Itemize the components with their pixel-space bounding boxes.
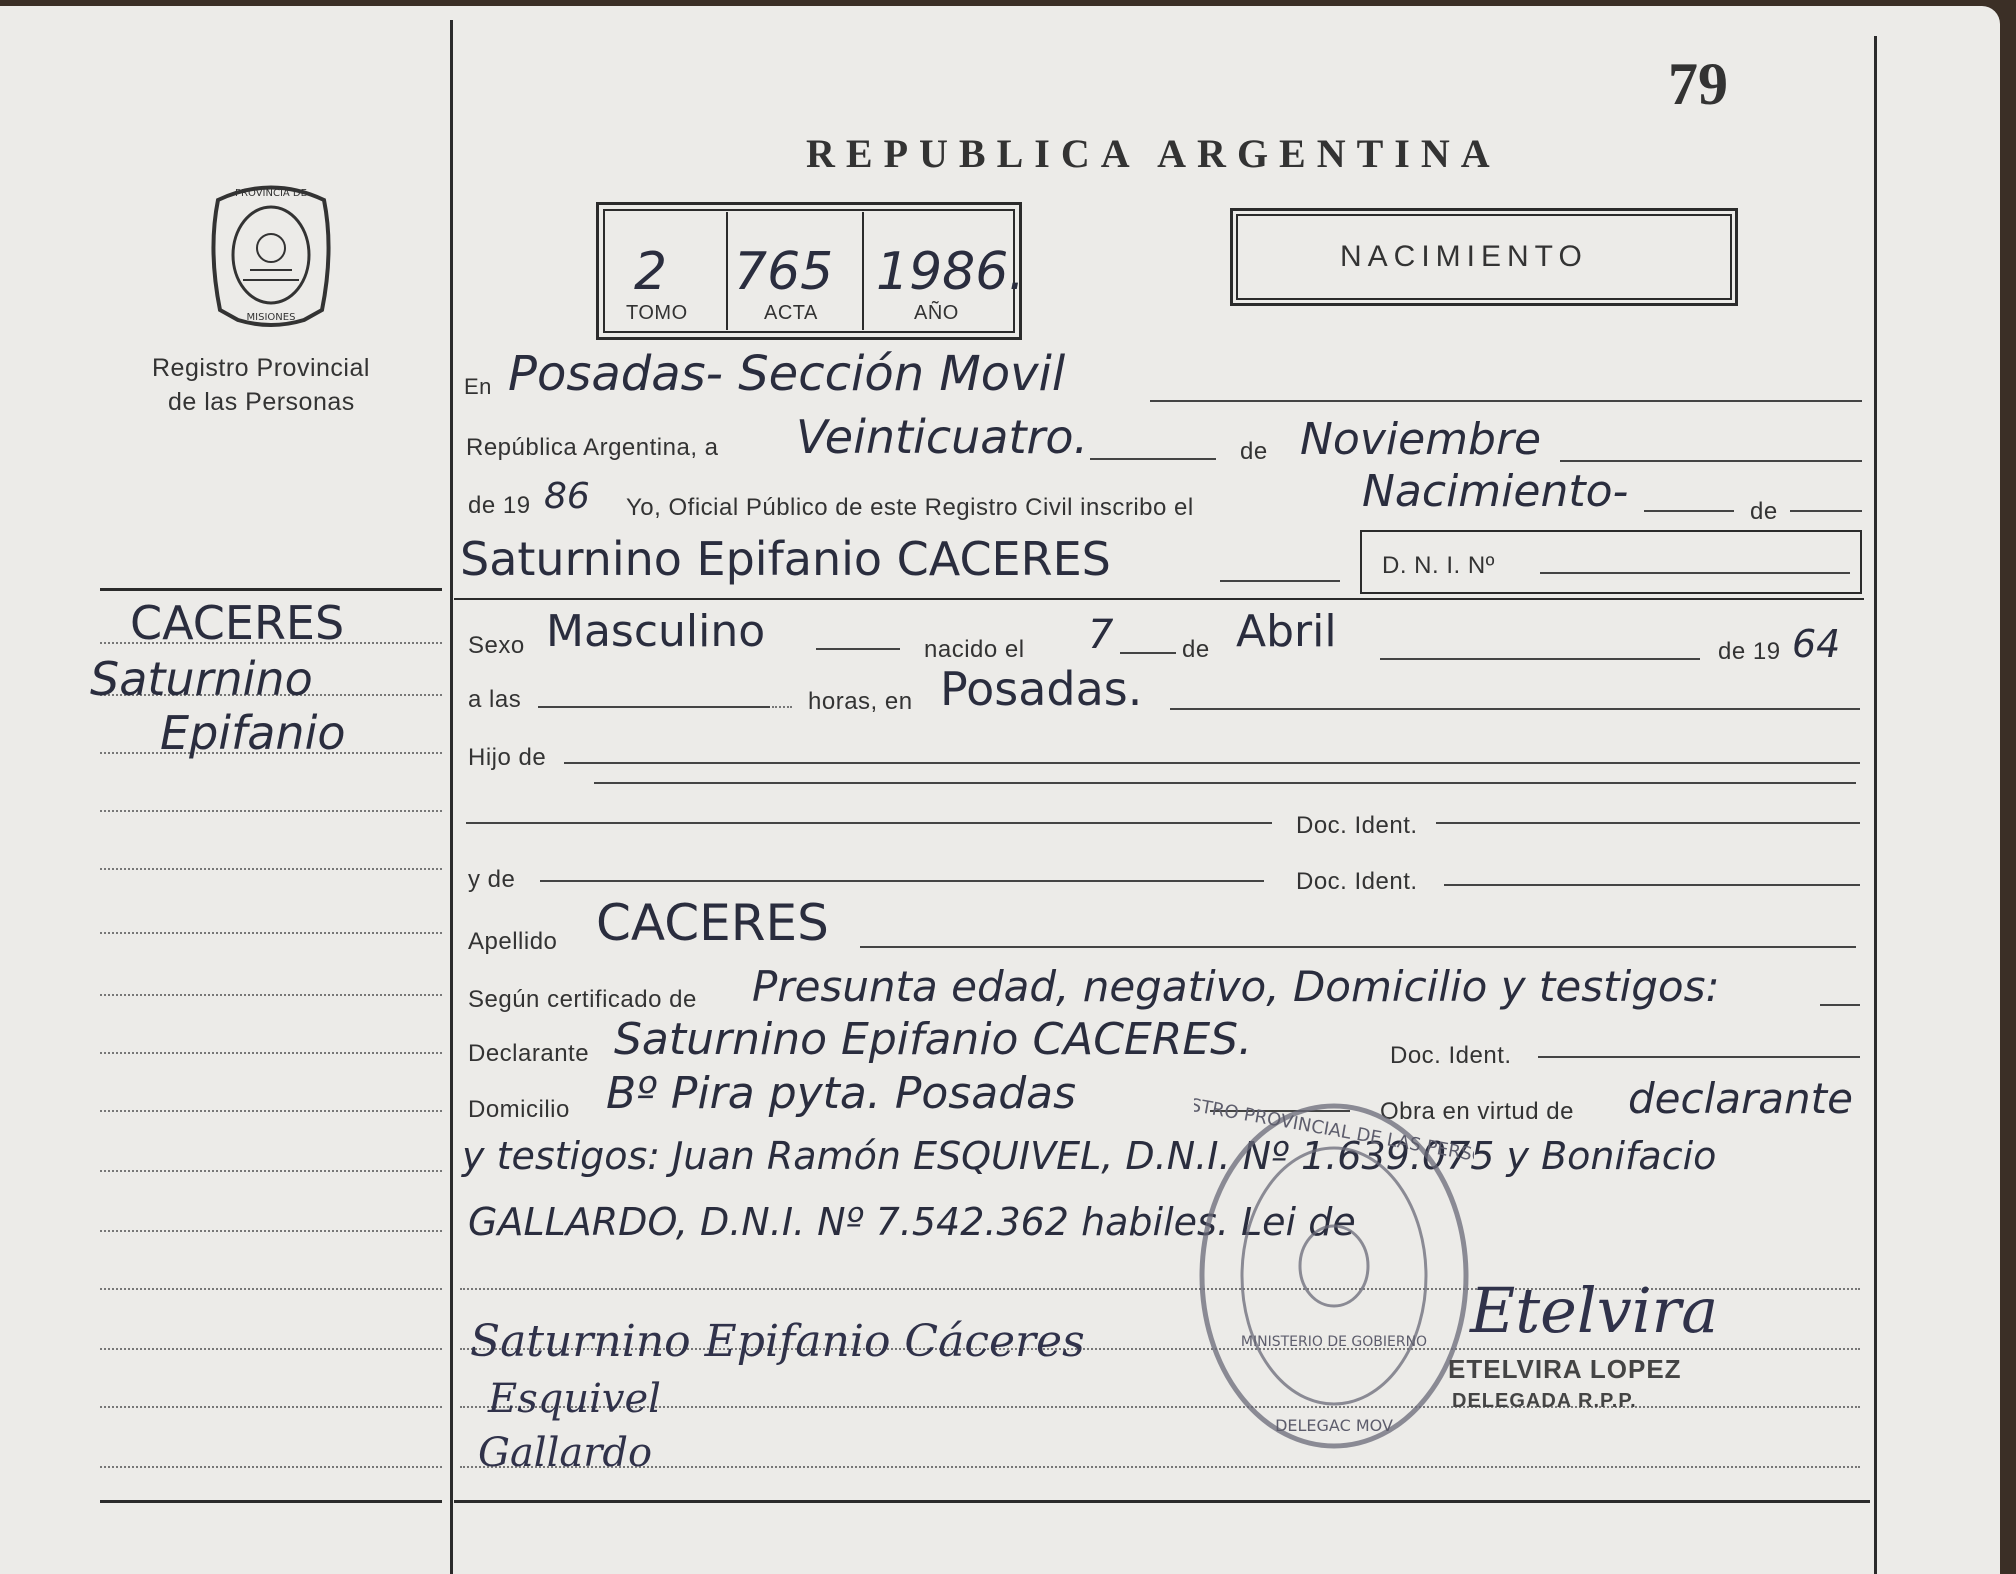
official-stamp	[1194, 1096, 1474, 1456]
field-person: Saturnino Epifanio CACERES	[460, 532, 1111, 586]
field-birth-day: 7	[1088, 612, 1114, 658]
registry-name-line2: de las Personas	[168, 388, 355, 416]
field-birth-year-suffix: 64	[1792, 622, 1841, 666]
declarant-signature: Saturnino Epifanio Cáceres	[470, 1316, 1085, 1367]
label-segun: Según certificado de	[468, 986, 697, 1013]
label-doc-ident-2: Doc. Ident.	[1296, 868, 1418, 895]
label-doc-ident-1: Doc. Ident.	[1296, 812, 1418, 839]
label-de-month: de	[1240, 438, 1268, 465]
field-witness-line1: y testigos: Juan Ramón ESQUIVEL, D.N.I. Nº 1.639.075 y Bonifacio	[462, 1134, 1717, 1178]
document-page	[0, 6, 2000, 1574]
label-obra: Obra en virtud de	[1380, 1098, 1574, 1125]
line-hijo-2	[594, 782, 1856, 784]
label-de-birth-year: de 19	[1718, 638, 1781, 665]
label-oficial: Yo, Oficial Público de este Registro Civil inscribo el	[626, 494, 1194, 521]
field-birth-place: Posadas.	[940, 662, 1143, 716]
margin-line	[100, 1052, 442, 1054]
right-border-line	[1874, 36, 1877, 1574]
bottom-rule	[454, 1500, 1870, 1503]
field-certificate: Presunta edad, negativo, Domicilio y testigos:	[752, 962, 1720, 1011]
line-event-end	[1790, 510, 1862, 512]
margin-line	[100, 810, 442, 812]
field-place: Posadas- Sección Movil	[508, 346, 1066, 402]
section-rule	[454, 598, 1864, 600]
label-de-person: de	[1750, 498, 1778, 525]
field-witness-line2: GALLARDO, D.N.I. Nº 7.542.362 habiles. Lei de	[468, 1200, 1356, 1244]
record-box-divider-1	[726, 212, 728, 330]
margin-line	[100, 1406, 442, 1408]
official-name: ETELVIRA LOPEZ	[1448, 1354, 1682, 1384]
line-month	[1560, 460, 1862, 462]
line-father-name	[466, 822, 1272, 824]
acta-value: 765	[734, 242, 834, 302]
field-by-virtue: declarante	[1628, 1074, 1853, 1123]
left-column-divider	[450, 20, 453, 1574]
line-day	[1090, 458, 1216, 460]
line-hours-dotted	[772, 706, 792, 708]
field-sex: Masculino	[546, 606, 766, 657]
label-y-de: y de	[468, 866, 516, 893]
margin-top-rule	[100, 588, 442, 591]
seal-bottom-text: MISIONES	[246, 312, 296, 323]
page-number: 79	[1668, 51, 1728, 117]
margin-line	[100, 1466, 442, 1468]
field-address: Bº Pira pyta. Posadas	[606, 1068, 1077, 1119]
label-dni: D. N. I. Nº	[1382, 552, 1495, 579]
witness-signature-2: Gallardo	[478, 1430, 653, 1476]
label-de-birth-month: de	[1182, 636, 1210, 663]
signature-line	[460, 1466, 1860, 1468]
line-hijo	[564, 762, 1860, 764]
stamp-outer-text: REGISTRO PROVINCIAL DE LAS PERSONAS	[1194, 1096, 1474, 1174]
record-type-label: NACIMIENTO	[1340, 240, 1588, 273]
stamp-bottom-text: DELEGAC MOV	[1275, 1416, 1393, 1435]
label-apellido: Apellido	[468, 928, 558, 955]
field-declarant: Saturnino Epifanio CACERES.	[614, 1014, 1253, 1065]
margin-bottom-rule	[100, 1500, 442, 1503]
line-surname	[860, 946, 1856, 948]
line-event	[1644, 510, 1734, 512]
field-surname: CACERES	[596, 894, 829, 952]
field-month: Noviembre	[1300, 414, 1542, 465]
line-place	[1150, 400, 1862, 402]
label-sexo: Sexo	[468, 632, 525, 659]
field-birth-month: Abril	[1236, 606, 1337, 657]
margin-line	[100, 932, 442, 934]
label-republica: República Argentina, a	[466, 434, 719, 461]
seal-top-text: PROVINCIA DE	[235, 188, 307, 199]
label-horas: horas, en	[808, 688, 913, 715]
line-certificate	[1820, 1004, 1860, 1006]
official-signature: Etelvira	[1470, 1274, 1719, 1347]
official-title: DELEGADA R.P.P.	[1452, 1390, 1637, 1412]
label-year-prefix: de 19	[468, 492, 531, 519]
line-birth-month	[1380, 658, 1700, 660]
anio-label: AÑO	[914, 302, 959, 324]
margin-line	[100, 1288, 442, 1290]
line-birth-place	[1170, 708, 1860, 710]
line-dni	[1540, 572, 1850, 574]
label-nacido: nacido el	[924, 636, 1025, 663]
signature-line	[460, 1406, 1860, 1408]
registry-name-line1: Registro Provincial	[152, 354, 370, 382]
margin-line	[100, 1230, 442, 1232]
provincial-seal	[198, 170, 344, 330]
line-doc-ident-2	[1444, 884, 1860, 886]
line-birth-day	[1120, 652, 1176, 654]
record-box-divider-2	[862, 212, 864, 330]
label-en: En	[464, 374, 492, 399]
witness-signature-1: Esquivel	[488, 1376, 661, 1422]
field-event: Nacimiento-	[1362, 466, 1629, 517]
country-title: REPUBLICA ARGENTINA	[806, 131, 1501, 176]
tomo-label: TOMO	[626, 302, 688, 324]
line-sex	[816, 648, 900, 650]
stamp-inner-text: MINISTERIO DE GOBIERNO	[1240, 1334, 1428, 1350]
line-hours	[538, 706, 770, 708]
margin-line	[100, 994, 442, 996]
margin-line	[100, 1348, 442, 1350]
label-domicilio: Domicilio	[468, 1096, 570, 1123]
margin-surname: CACERES	[130, 596, 345, 650]
line-doc-ident-3	[1538, 1056, 1860, 1058]
label-hijo: Hijo de	[468, 744, 547, 771]
field-year-suffix: 86	[544, 476, 590, 517]
line-person	[1220, 580, 1340, 582]
label-a-las: a las	[468, 686, 522, 713]
field-day: Veinticuatro.	[796, 410, 1089, 464]
margin-line	[100, 868, 442, 870]
margin-middle-name: Epifanio	[160, 706, 346, 760]
line-mother-name	[540, 880, 1264, 882]
acta-label: ACTA	[764, 302, 818, 324]
label-doc-ident-3: Doc. Ident.	[1390, 1042, 1512, 1069]
margin-line	[100, 1110, 442, 1112]
margin-first-name: Saturnino	[90, 652, 313, 706]
tomo-value: 2	[634, 242, 668, 302]
anio-value: 1986.	[876, 242, 1025, 302]
margin-line	[100, 1170, 442, 1172]
label-declarante: Declarante	[468, 1040, 590, 1067]
line-doc-ident-1	[1436, 822, 1860, 824]
